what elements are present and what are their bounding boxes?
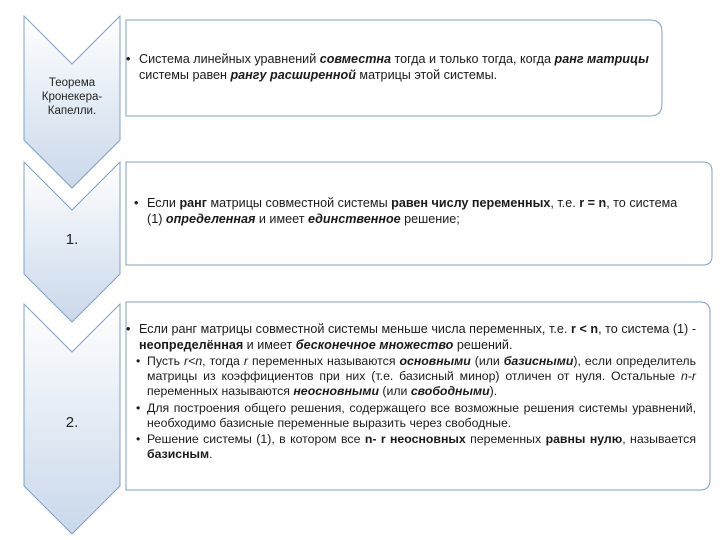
emphasis-run: бесконечное множество xyxy=(295,337,454,352)
text-run: , тогда xyxy=(202,354,244,368)
text-run: , называется xyxy=(622,432,696,447)
emphasis-run: рангу расширенной xyxy=(230,67,356,82)
italic-run: r<n xyxy=(184,354,203,368)
emphasis-run: ранг матрицы xyxy=(554,52,649,66)
emphasis-run: n- r неосновных xyxy=(364,432,466,447)
text-run: . xyxy=(209,447,213,462)
emphasis-run: неопределённая xyxy=(139,337,244,352)
emphasis-run: ранг xyxy=(179,196,207,210)
text-run: ), если определитель матрицы из коэффициентов при них (т.е. базисный минор) отличен от нуля. Остальные xyxy=(147,354,696,384)
text-run: Решение системы (1), в котором все xyxy=(147,432,365,447)
sub-item-1-text xyxy=(147,354,696,400)
emphasis-run: определенная xyxy=(165,211,256,226)
box-1-text xyxy=(126,52,654,83)
text-run: переменных называются xyxy=(147,384,294,399)
case-2-text xyxy=(139,322,696,353)
emphasis-run: r < n xyxy=(570,322,599,336)
statement-text xyxy=(139,52,654,83)
text-run: решений. xyxy=(453,337,513,352)
bullet: • xyxy=(126,322,131,336)
emphasis-run: свободными xyxy=(410,384,490,399)
text-run: переменных называются xyxy=(247,354,400,368)
bullet: • xyxy=(126,52,131,66)
text-run: решение; xyxy=(400,211,460,226)
text-run: системы равен xyxy=(139,67,231,82)
emphasis-run: равен числу переменных xyxy=(391,196,551,210)
text-run: и имеет xyxy=(243,337,296,352)
sub-item-3-text xyxy=(147,432,696,462)
emphasis-run: r = n xyxy=(579,196,607,210)
italic-run: n-r xyxy=(680,369,696,384)
box-3-text xyxy=(126,322,696,462)
text-run: матрицы этой системы. xyxy=(355,67,498,82)
theorem-title xyxy=(30,76,114,118)
text-run: и имеет xyxy=(255,211,308,226)
bullet: • xyxy=(136,354,141,368)
theorem-title-line-2: Кронекера- xyxy=(41,91,103,103)
bullet: • xyxy=(136,432,141,447)
text-run: переменных xyxy=(465,432,546,447)
text-run: (или xyxy=(470,354,504,368)
emphasis-run: равны нулю xyxy=(545,432,623,447)
text-run: Если xyxy=(147,196,180,210)
text-run: , то система (1) xyxy=(147,196,678,226)
chevron-label-1: 1. xyxy=(65,231,79,248)
sub-item-3 xyxy=(136,432,696,462)
emphasis-run: единственное xyxy=(307,211,401,226)
text-run: тогда и только тогда, когда xyxy=(391,52,555,66)
text-run: Если ранг матрицы совместной системы меньше числа переменных, т.е. xyxy=(139,322,571,336)
emphasis-run: основными xyxy=(399,354,471,368)
emphasis-run: базисным xyxy=(147,447,210,462)
text-run: , то система (1) - xyxy=(598,322,697,336)
text-run: ). xyxy=(489,384,498,399)
case-1-text xyxy=(147,196,696,227)
sub-item-2 xyxy=(136,401,696,431)
emphasis-run: базисными xyxy=(503,354,574,368)
sub-item-1 xyxy=(136,354,696,400)
bullet: • xyxy=(134,196,139,210)
box-2-text xyxy=(134,196,696,227)
text-run: Система линейных уравнений xyxy=(139,52,320,66)
emphasis-run: совместна xyxy=(319,52,392,66)
sub-item-2-text: Для построения общего решения, содержащего все возможные решения системы уравнений, необходимо базисные переменные выразить через свободные. xyxy=(147,400,696,430)
chevron-label-2: 2. xyxy=(65,414,79,431)
theorem-title-line-1: Теорема xyxy=(48,77,96,89)
text-run: матрицы совместной системы xyxy=(207,196,392,210)
text-run: , т.е. xyxy=(550,196,580,210)
emphasis-run: неосновными xyxy=(293,384,379,399)
theorem-title-line-3: Капелли. xyxy=(47,105,97,117)
text-run: Пусть xyxy=(147,354,185,368)
text-run: (или xyxy=(379,384,411,399)
bullet: • xyxy=(136,400,141,415)
italic-run: r xyxy=(243,354,248,368)
